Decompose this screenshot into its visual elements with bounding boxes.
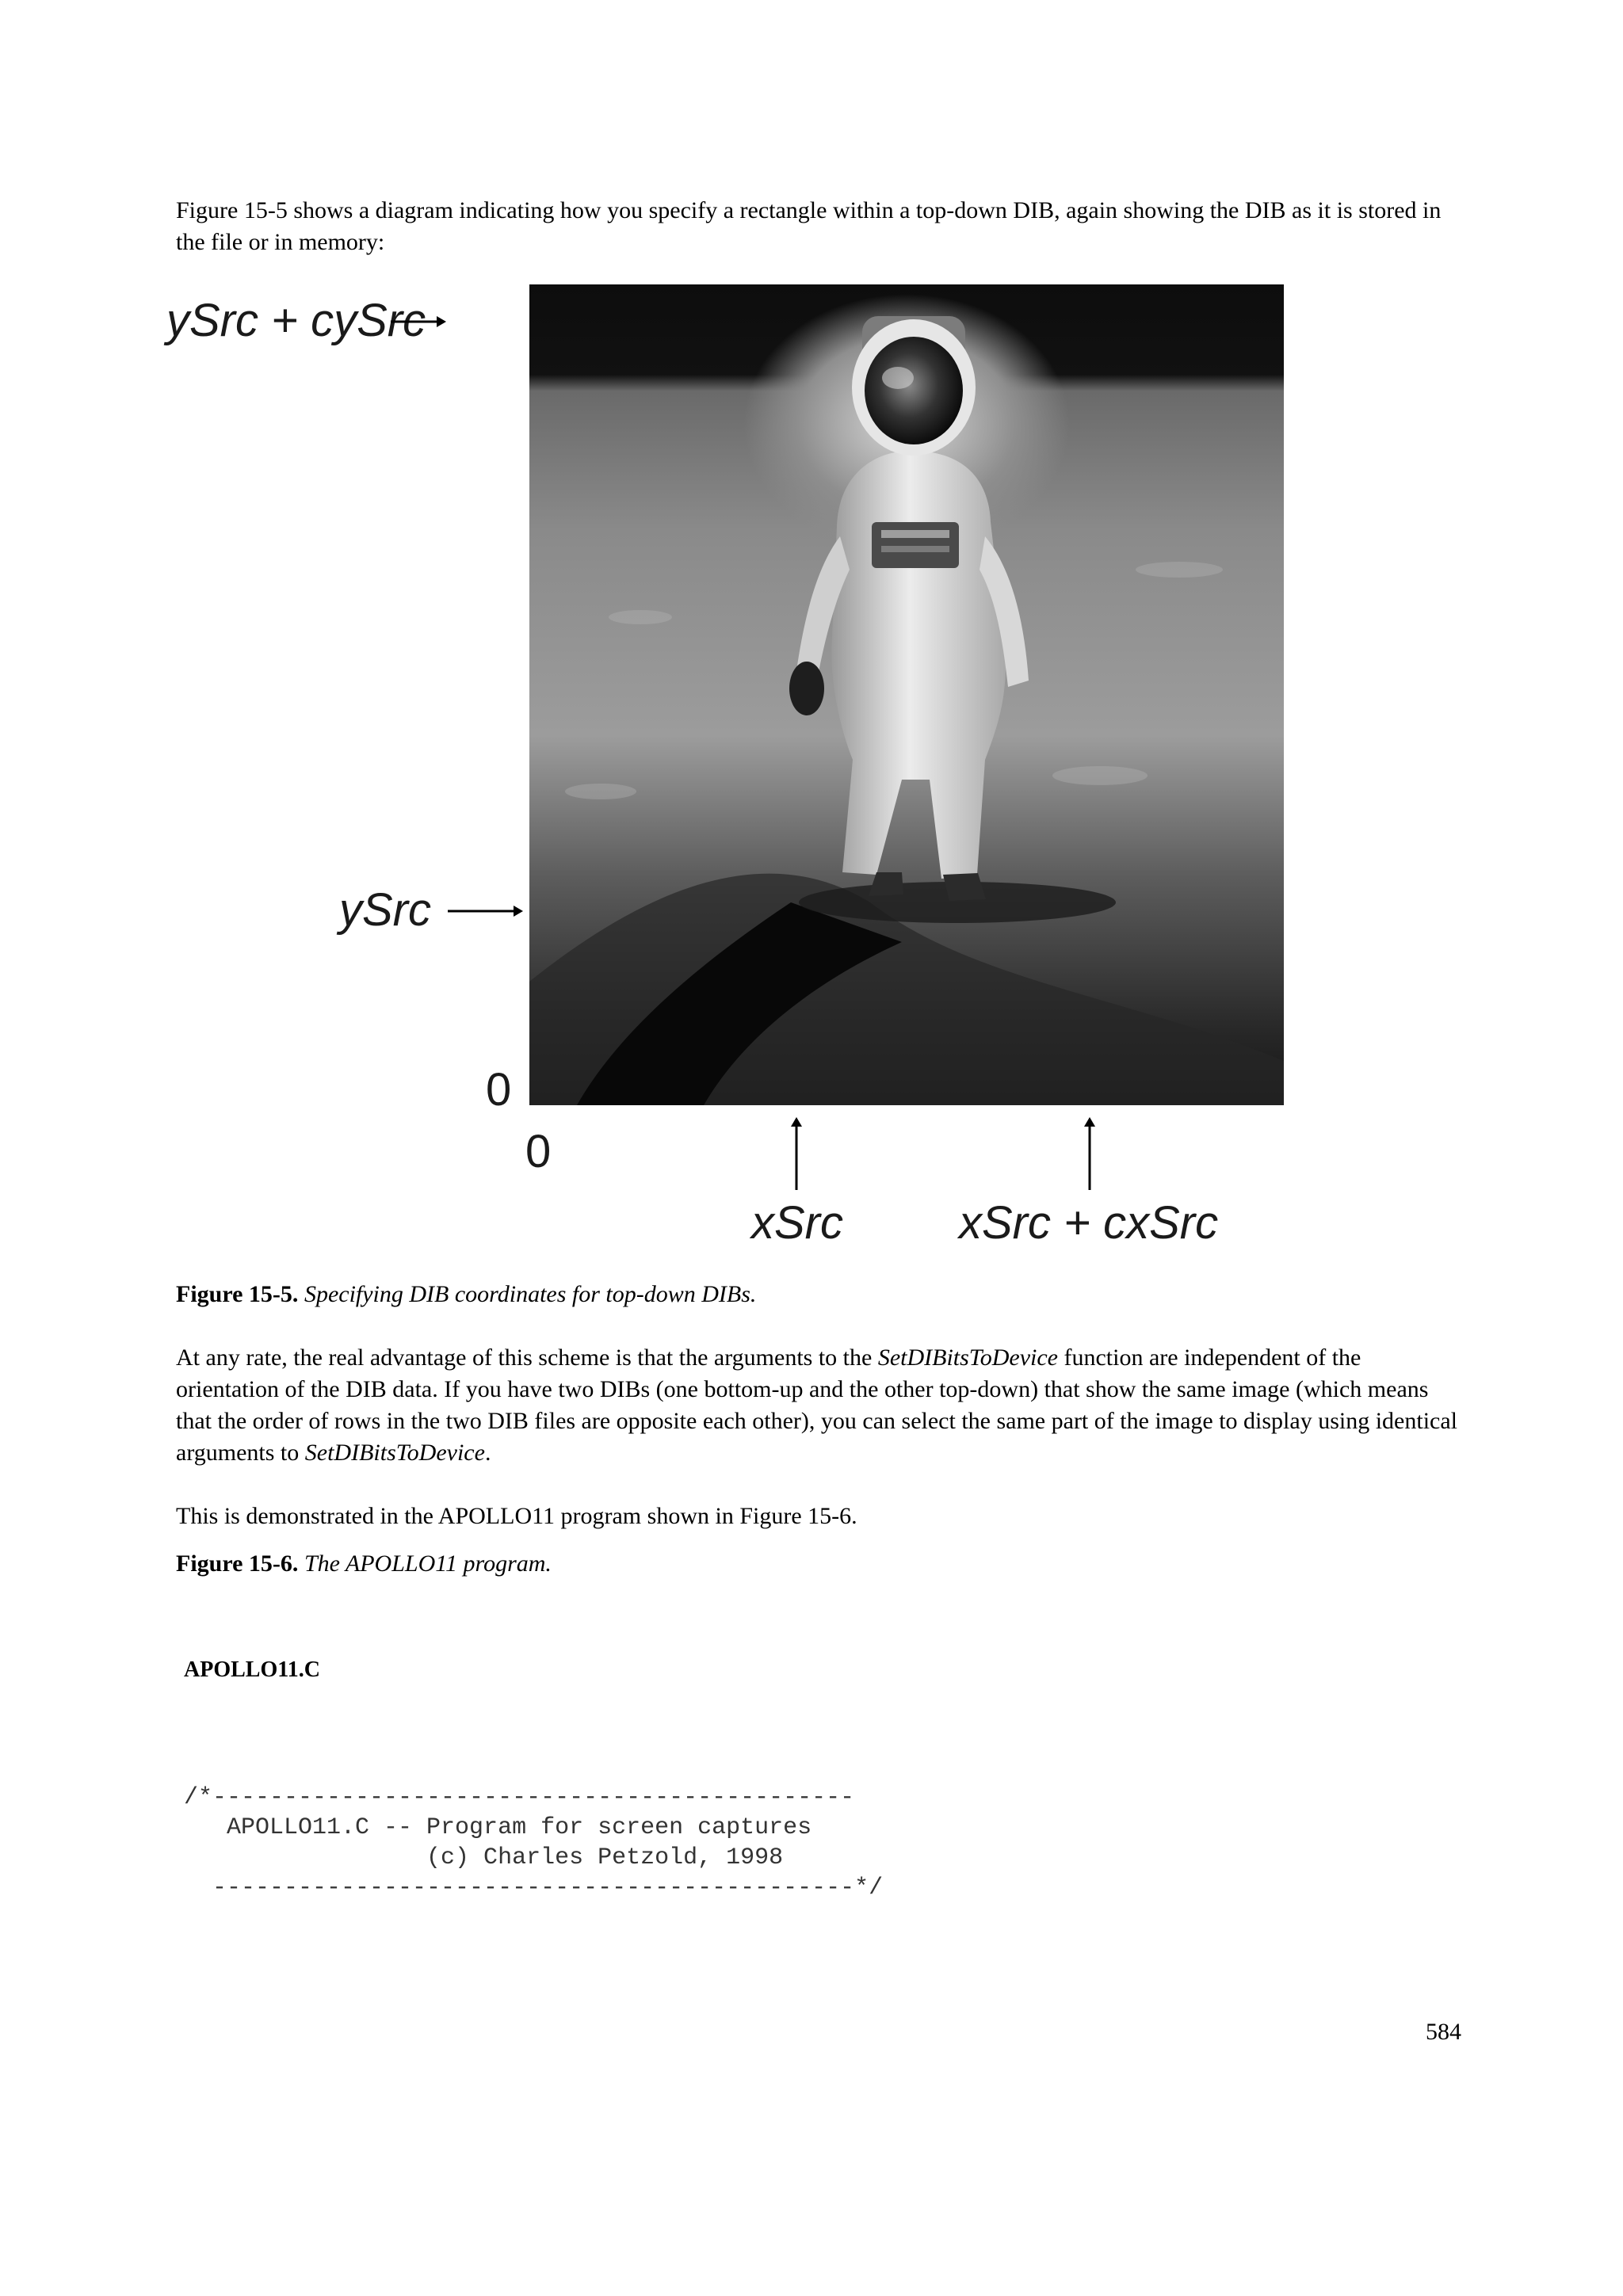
arrow-right-icon — [448, 903, 523, 919]
astronaut-illustration — [529, 284, 1284, 1105]
caption-text: Specifying DIB coordinates for top-down DIBs. — [304, 1281, 757, 1307]
body-paragraph-1: At any rate, the real advantage of this scheme is that the arguments to the SetDIBitsToDevice function are independent of the orientation of the DIB data. If you have two DIBs (one bottom-up and the other top-down) that show the same image (which means that the order of rows in the two DIB files are opposite each other), you can select the same part of the image to display using identical arguments to SetDIBitsToDevice. — [176, 1344, 1457, 1466]
code-listing-title: APOLLO11.C — [184, 1657, 320, 1682]
label-ysrc-plus-cysrc: ySrc + cySrc — [166, 295, 426, 346]
code-listing: /*--------------------------------------------- APOLLO11.C -- Program for screen captures (c) Charles Petzold, 1998 ---------------------------------------------*/ — [184, 1784, 884, 1901]
caption-text: The APOLLO11 program. — [304, 1550, 552, 1577]
arrow-up-icon — [789, 1117, 804, 1190]
body-paragraph-2: This is demonstrated in the APOLLO11 program shown in Figure 15-6. — [176, 1503, 857, 1529]
function-name: SetDIBitsToDevice — [877, 1344, 1058, 1371]
arrow-up-icon — [1082, 1117, 1098, 1190]
function-name: SetDIBitsToDevice — [304, 1440, 485, 1466]
label-x-zero: 0 — [525, 1126, 552, 1177]
intro-paragraph: Figure 15-5 shows a diagram indicating how you specify a rectangle within a top-down DIB, again showing the DIB as it is stored in the file or in memory: — [176, 197, 1442, 255]
arrow-right-icon — [391, 314, 446, 330]
label-xsrc-plus-cxsrc: xSrc + cxSrc — [959, 1197, 1219, 1249]
caption-number: Figure 15-5. — [176, 1281, 299, 1307]
astronaut-photo — [529, 284, 1284, 1105]
page-number: 584 — [1426, 2019, 1461, 2045]
figure-15-5-caption — [176, 1279, 1461, 1310]
caption-number: Figure 15-6. — [176, 1550, 299, 1577]
figure-15-6-caption — [176, 1548, 1461, 1580]
label-xsrc: xSrc — [751, 1197, 843, 1249]
label-y-zero: 0 — [486, 1064, 512, 1116]
label-ysrc: ySrc — [339, 884, 431, 936]
dib-coordinate-figure — [166, 277, 1292, 1260]
